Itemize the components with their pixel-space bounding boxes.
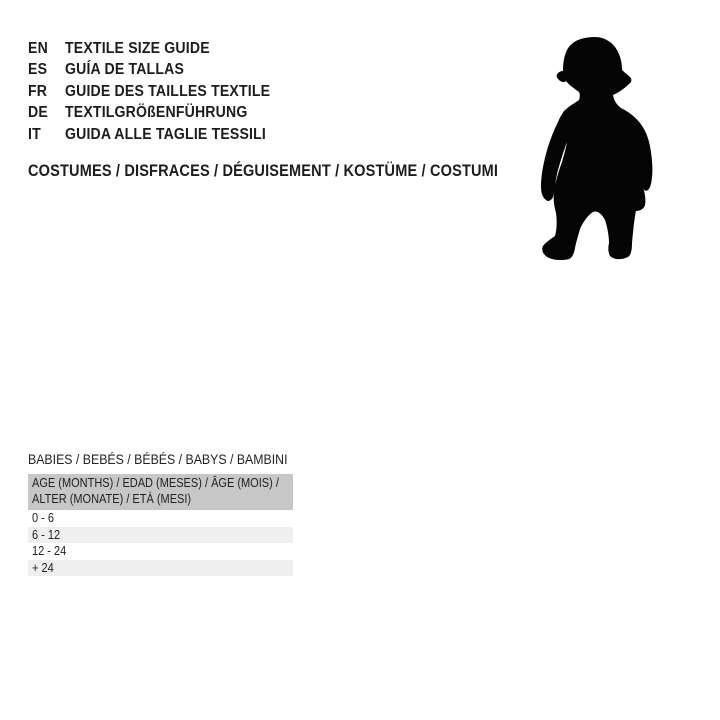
language-title: GUÍA DE TALLAS: [65, 61, 185, 79]
table-row: 12 - 24: [32, 544, 67, 558]
language-row: [28, 38, 298, 60]
baby-silhouette-icon: [538, 30, 660, 264]
age-size-table: [28, 474, 293, 576]
table-row: 0 - 6: [32, 511, 55, 525]
language-row: [28, 81, 298, 103]
language-row: [28, 124, 298, 146]
language-title-list: [28, 38, 298, 146]
language-title: TEXTILGRÖßENFÜHRUNG: [65, 104, 248, 122]
baby-silhouette-svg: [538, 30, 660, 264]
table-row: + 24: [28, 560, 293, 577]
baby-silhouette-path: [541, 37, 652, 260]
language-title: GUIDE DES TAILLES TEXTILE: [65, 82, 271, 100]
language-code: EN: [28, 39, 48, 57]
table-row: 6 - 12: [28, 527, 293, 544]
table-header: [28, 474, 293, 510]
language-row: [28, 60, 298, 82]
language-code: FR: [28, 82, 48, 100]
language-title: TEXTILE SIZE GUIDE: [65, 39, 210, 57]
language-code: ES: [28, 61, 48, 79]
table-header-line-2: ALTER (MONATE) / ETÀ (MESI): [32, 491, 192, 506]
language-title: GUIDA ALLE TAGLIE TESSILI: [65, 125, 266, 143]
language-code: DE: [28, 104, 48, 122]
language-row: [28, 103, 298, 125]
table-header-line-1: AGE (MONTHS) / EDAD (MESES) / ÂGE (MOIS) /: [32, 476, 279, 490]
language-code: IT: [28, 125, 41, 143]
section-title-babies: BABIES / BEBÉS / BÉBÉS / BABYS / BAMBINI: [28, 451, 288, 467]
category-title: COSTUMES / DISFRACES / DÉGUISEMENT / KOSTÜME / COSTUMI: [28, 162, 499, 180]
